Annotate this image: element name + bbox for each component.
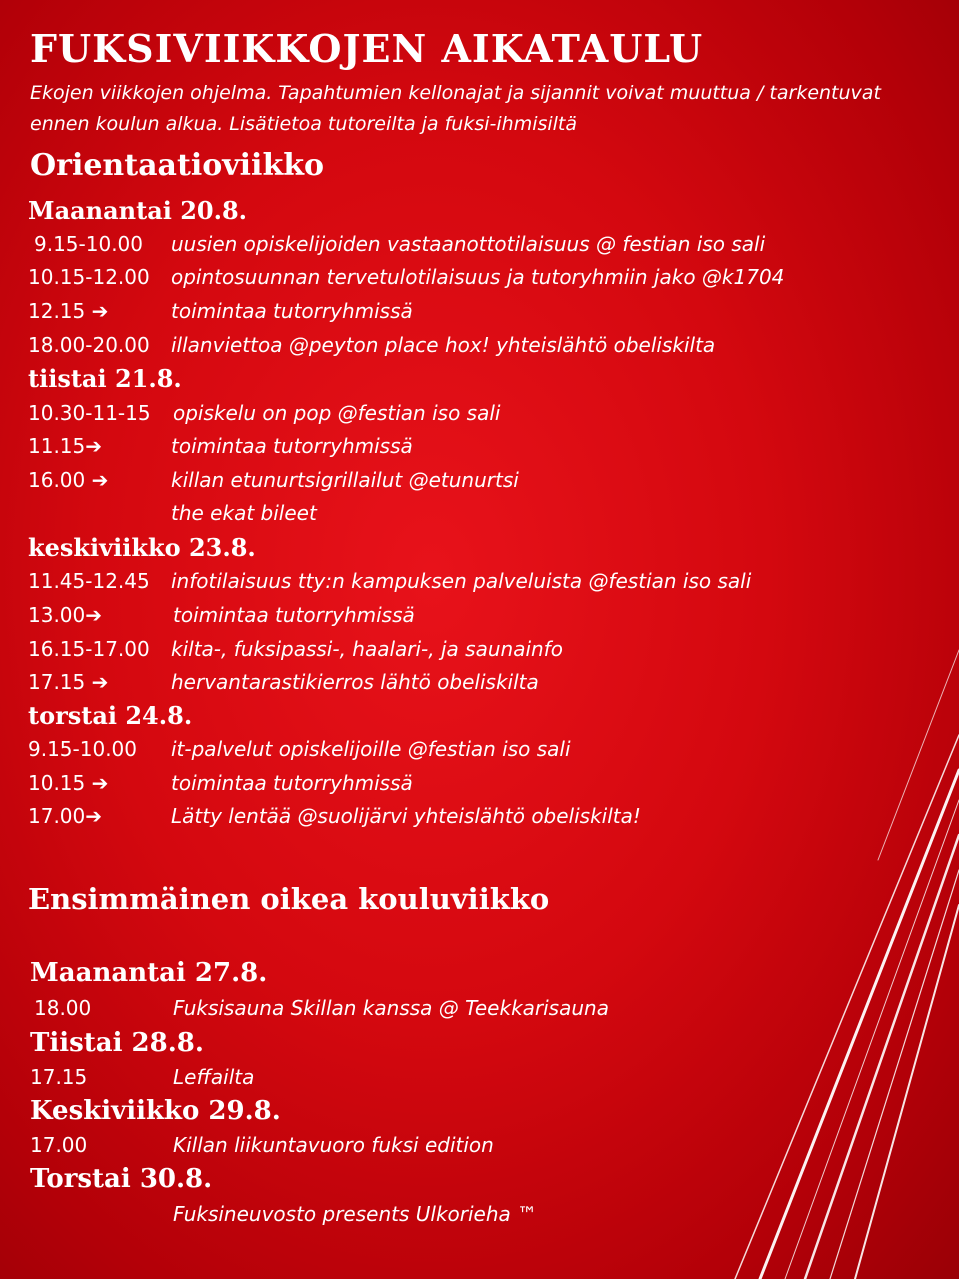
event-description: Fuksisauna Skillan kanssa @ Teekkarisauna	[173, 996, 609, 1020]
event-description: opiskelu on pop @festian iso sali	[173, 401, 501, 425]
event-description: killan etunurtsigrillailut @etunurtsi	[171, 468, 519, 492]
event-description: uusien opiskelijoiden vastaanottotilaisuus @ festian iso sali	[171, 232, 766, 256]
day-heading: Keskiviikko 29.8.	[30, 1096, 281, 1126]
event-description: illanviettoa @peyton place hox! yhteislähtö obeliskilta	[171, 333, 716, 357]
section-heading-first-week: Ensimmäinen oikea kouluviikko	[28, 882, 550, 916]
event-description: Leffailta	[173, 1065, 255, 1089]
event-time: 16.15-17.00	[28, 637, 150, 661]
event-time: 17.00➔	[28, 804, 103, 828]
page-subtitle: Ekojen viikkojen ohjelma. Tapahtumien kellonajat ja sijannit voivat muuttua / tarkentuvat ennen koulun alkua. Lisätietoa tutoreilta ja fuksi-ihmisiltä	[30, 82, 881, 135]
event-time: 9.15-10.00	[28, 737, 138, 761]
event-time: 10.15-12.00	[28, 265, 150, 289]
event-description: toimintaa tutorryhmissä	[171, 771, 413, 795]
page-title: FUKSIVIIKKOJEN AIKATAULU	[30, 26, 704, 71]
event-description: Fuksineuvosto presents Ulkorieha ™	[173, 1202, 538, 1226]
deco-line	[878, 650, 959, 860]
day-heading: tiistai 21.8.	[28, 364, 182, 393]
deco-line	[760, 770, 959, 1279]
day-heading: Maanantai 20.8.	[28, 196, 248, 225]
day-heading: Maanantai 27.8.	[30, 958, 268, 988]
event-time: 10.15 ➔	[28, 771, 109, 795]
event-description: opintosuunnan tervetulotilaisuus ja tutoryhmiin jako @k1704	[171, 265, 785, 289]
event-description: Lätty lentää @suolijärvi yhteislähtö obeliskilta!	[171, 804, 641, 828]
section-heading-orientation: Orientaatioviikko	[30, 148, 325, 183]
event-time: 11.45-12.45	[28, 569, 150, 593]
event-time: 11.15➔	[28, 434, 103, 458]
event-description: hervantarastikierros lähtö obeliskilta	[171, 670, 539, 694]
event-time: 13.00➔	[28, 603, 103, 627]
event-time: 18.00-20.00	[28, 333, 150, 357]
event-description: toimintaa tutorryhmissä	[173, 603, 415, 627]
day-heading: keskiviikko 23.8.	[28, 533, 256, 562]
event-description: it-palvelut opiskelijoille @festian iso sali	[171, 737, 571, 761]
day-heading: Torstai 30.8.	[30, 1164, 213, 1194]
event-time: 12.15 ➔	[28, 299, 109, 323]
event-time: 18.00	[34, 996, 92, 1020]
event-time: 16.00 ➔	[28, 468, 109, 492]
day-heading: Tiistai 28.8.	[30, 1028, 204, 1058]
event-time: 17.00	[30, 1133, 88, 1157]
deco-line	[805, 835, 959, 1279]
event-description: toimintaa tutorryhmissä	[171, 434, 413, 458]
day-heading: torstai 24.8.	[28, 701, 193, 730]
event-time: 9.15-10.00	[34, 232, 144, 256]
event-description: kilta-, fuksipassi-, haalari-, ja saunainfo	[171, 637, 563, 661]
event-time: 17.15 ➔	[28, 670, 109, 694]
event-description: toimintaa tutorryhmissä	[171, 299, 413, 323]
event-description: the ekat bileet	[171, 501, 317, 525]
event-time: 17.15	[30, 1065, 88, 1089]
deco-line	[785, 800, 959, 1279]
event-description: infotilaisuus tty:n kampuksen palveluista @festian iso sali	[171, 569, 752, 593]
event-description: Killan liikuntavuoro fuksi edition	[173, 1133, 494, 1157]
deco-line	[735, 735, 959, 1279]
event-time: 10.30-11-15	[28, 401, 151, 425]
